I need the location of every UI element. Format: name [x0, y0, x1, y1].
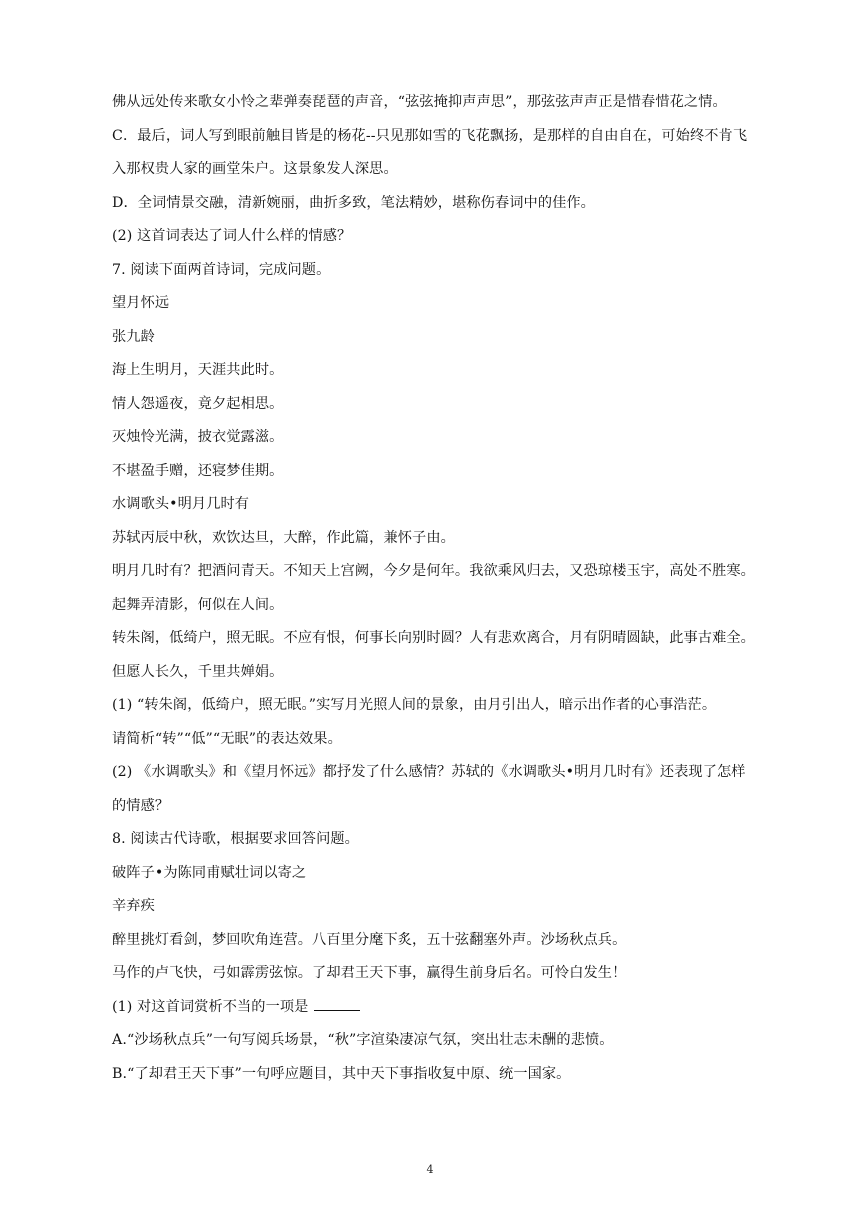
poem-line: 起舞弄清影，何似在人间。: [112, 596, 284, 613]
page-number: 4: [426, 1163, 434, 1176]
question-line: [112, 991, 772, 1025]
poem-title: 望月怀远: [112, 295, 170, 311]
poem-line: 不堪盈手赠，还寝梦佳期。: [112, 462, 284, 479]
question-line: 的情感？: [112, 797, 170, 814]
option-c-line: C．最后，词人写到眼前触目皆是的杨花--只见那如雪的飞花飘扬，是那样的自由自在，可始终不肯飞: [112, 127, 748, 144]
question-text: (1) 对这首词赏析不当的一项是: [112, 998, 309, 1015]
poem-line: 灭烛怜光满，披衣觉露滋。: [112, 429, 284, 445]
option-a-line: A.“沙场秋点兵”一句写阅兵场景，“秋”字渲染凄凉气氛，突出壮志未酬的悲愤。: [112, 1032, 614, 1048]
poem-preface: 苏轼丙辰中秋，欢饮达旦，大醉，作此篇，兼怀子由。: [112, 529, 455, 546]
option-d-line: D．全词情景交融，清新婉丽，曲折多致，笔法精妙，堪称伤春词中的佳作。: [112, 194, 595, 211]
poem-line: 明月几时有？把酒问青天。不知天上宫阙，今夕是何年。我欲乘风归去，又恐琼楼玉宇，高处不胜寒。: [112, 563, 755, 579]
question-8-heading: 8. 阅读古代诗歌，根据要求回答问题。: [112, 831, 359, 847]
poem-title: 破阵子•为陈同甫赋壮词以寄之: [112, 864, 307, 881]
poem-line: 但愿人长久，千里共婵娟。: [112, 663, 284, 680]
question-line: (2) 这首词表达了词人什么样的情感？: [112, 228, 352, 244]
question-line: (2) 《水调歌头》和《望月怀远》都抒发了什么感情？苏轼的《水调歌头•明月几时有》还表现了怎样: [112, 764, 746, 780]
poem-author: 辛弃疾: [112, 898, 155, 914]
text-line: 佛从远处传来歌女小怜之辈弹奏琵琶的声音，“弦弦掩抑声声思”，那弦弦声声正是惜春惜花之情。: [112, 94, 727, 110]
question-line: (1) “转朱阁，低绮户，照无眠。”实写月光照人间的景象，由月引出人，暗示出作者的心事浩茫。: [112, 697, 717, 713]
poem-line: 情人怨遥夜，竟夕起相思。: [112, 395, 284, 412]
question-line: 请简析“转”“低”“无眠”的表达效果。: [112, 730, 342, 747]
question-7-heading: 7. 阅读下面两首诗词，完成问题。: [112, 261, 331, 278]
answer-blank: [314, 995, 360, 1011]
page-content: [112, 86, 772, 1091]
poem-line: 马作的卢飞快，弓如霹雳弦惊。了却君王天下事，赢得生前身后名。可怜白发生！: [112, 965, 627, 981]
option-b-line: B.“了却君王天下事”一句呼应题目，其中天下事指收复中原、统一国家。: [112, 1065, 571, 1082]
poem-title: 水调歌头•明月几时有: [112, 496, 250, 512]
poem-line: 转朱阁，低绮户，照无眠。不应有恨，何事长向别时圆？人有悲欢离合，月有阴晴圆缺，此事古难全。: [112, 630, 755, 646]
poem-line: 醉里挑灯看剑，梦回吹角连营。八百里分麾下炙，五十弦翻塞外声。沙场秋点兵。: [112, 931, 627, 948]
poem-line: 海上生明月，天涯共此时。: [112, 362, 284, 378]
poem-author: 张九龄: [112, 328, 155, 345]
text-line: 入那权贵人家的画堂朱户。这景象发人深思。: [112, 161, 398, 177]
